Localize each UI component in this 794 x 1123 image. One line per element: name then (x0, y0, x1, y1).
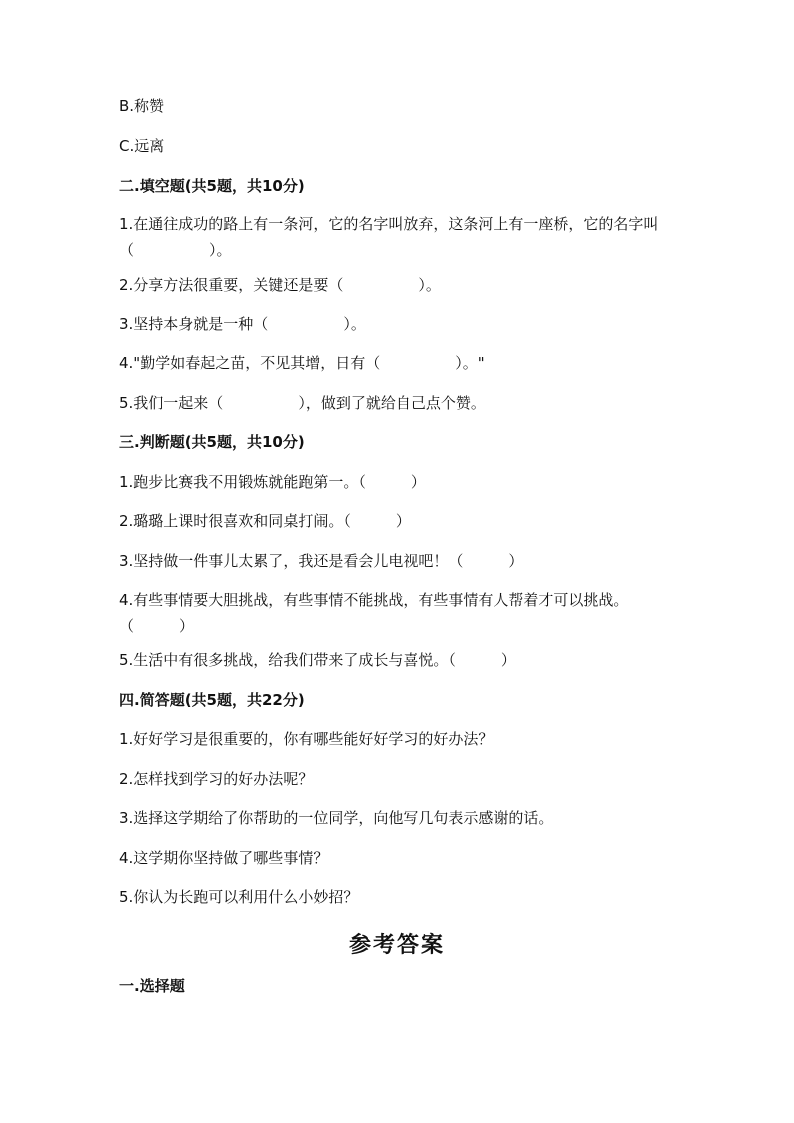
option-c: C.远离 (119, 137, 165, 155)
section2-question-1: 1.在通往成功的路上有一条河，它的名字叫放弃，这条河上有一座桥，它的名字叫（ ）。 (119, 215, 659, 259)
answer-key-title: 参考答案 (348, 932, 445, 958)
section3-question-5: 5.生活中有很多挑战，给我们带来了成长与喜悦。（ ） (119, 651, 516, 669)
section3-question-3: 3.坚持做一件事儿太累了，我还是看会儿电视吧！（ ） (119, 552, 524, 570)
section4-question-4: 4.这学期你坚持做了哪些事情？ (119, 849, 329, 867)
section2-question-3: 3.坚持本身就是一种（ ）。 (119, 315, 366, 333)
section4-question-2: 2.怎样找到学习的好办法呢？ (119, 770, 314, 788)
section3-heading: 三.判断题(共5题，共10分) (119, 433, 305, 451)
section2-question-5: 5.我们一起来（ ），做到了就给自己点个赞。 (119, 394, 486, 412)
section4-question-3: 3.选择这学期给了你帮助的一位同学，向他写几句表示感谢的话。 (119, 809, 554, 827)
section3-question-1: 1.跑步比赛我不用锻炼就能跑第一。（ ） (119, 473, 426, 491)
section4-question-1: 1.好好学习是很重要的，你有哪些能好好学习的好办法？ (119, 730, 494, 748)
option-b: B.称赞 (119, 97, 165, 115)
section2-question-2: 2.分享方法很重要，关键还是要（ ）。 (119, 276, 441, 294)
section3-question-4: 4.有些事情要大胆挑战，有些事情不能挑战，有些事情有人帮着才可以挑战。（ ） (119, 591, 629, 635)
section3-question-2: 2.璐璐上课时很喜欢和同桌打闹。（ ） (119, 512, 411, 530)
section4-question-5: 5.你认为长跑可以利用什么小妙招？ (119, 888, 359, 906)
section2-question-4: 4."勤学如春起之苗，不见其增，日有（ ）。" (119, 354, 485, 372)
section2-heading: 二.填空题(共5题，共10分) (119, 177, 305, 195)
section4-heading: 四.简答题(共5题，共22分) (119, 691, 305, 709)
answer-section1-heading: 一.选择题 (119, 977, 185, 995)
